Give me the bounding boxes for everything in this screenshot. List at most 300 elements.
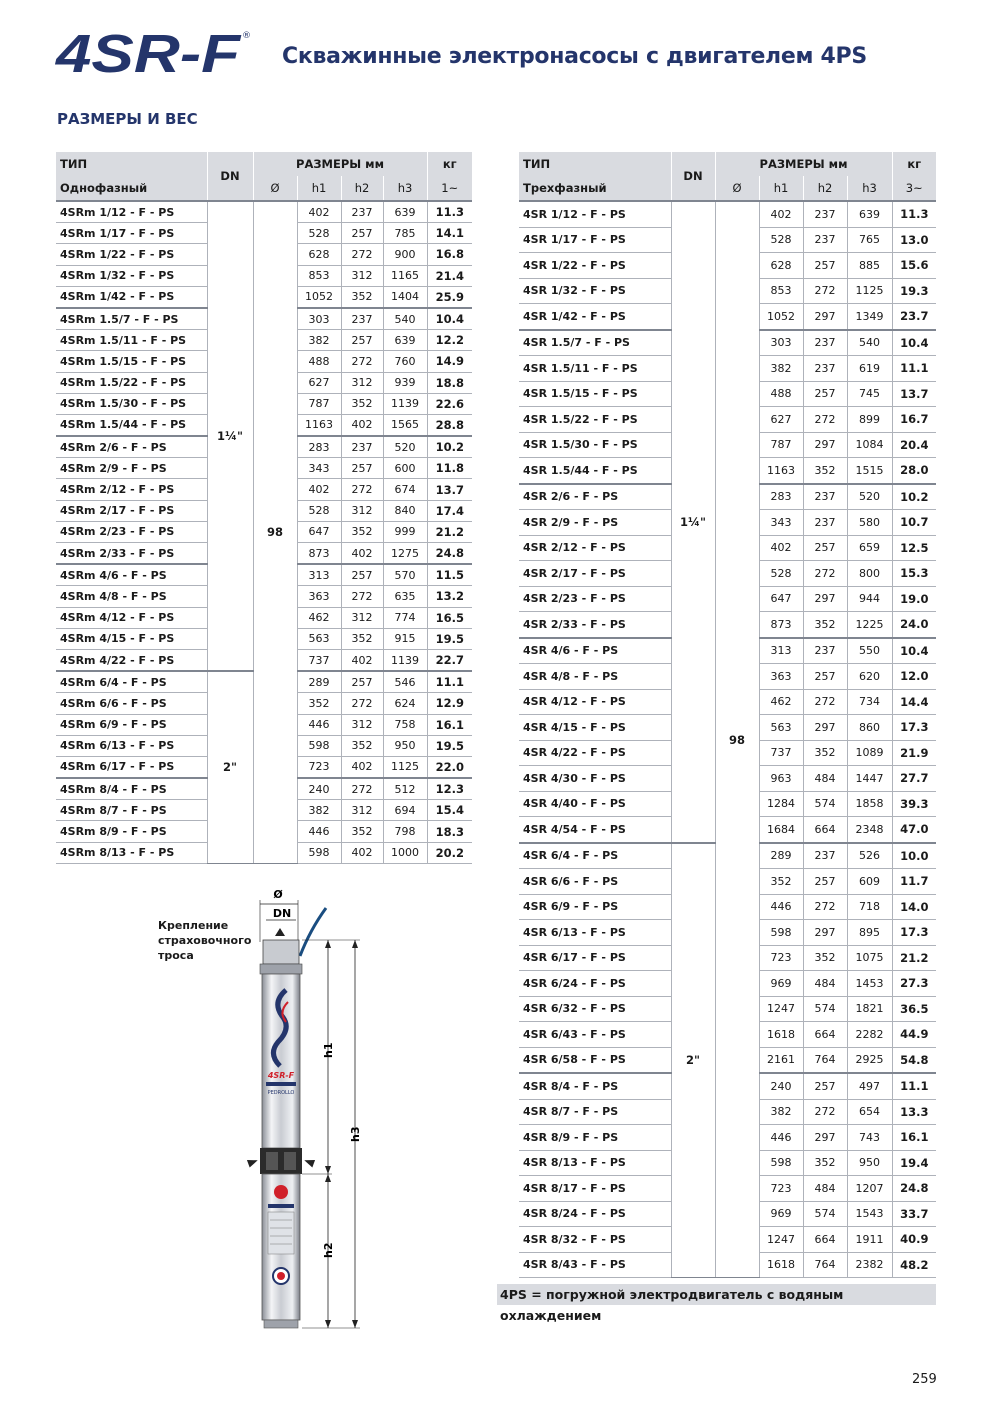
weight-cell: 33.7 bbox=[892, 1201, 936, 1227]
h2-cell: 402 bbox=[341, 649, 383, 671]
h2-cell: 664 bbox=[803, 1227, 847, 1253]
col-h2: h2 bbox=[803, 176, 847, 201]
model-cell: 4SRm 4/15 - F - PS bbox=[56, 628, 207, 649]
model-cell: 4SR 4/8 - F - PS bbox=[519, 664, 671, 690]
col-kg-phase: 1~ bbox=[427, 176, 472, 201]
h2-cell: 402 bbox=[341, 756, 383, 778]
h2-cell: 257 bbox=[341, 223, 383, 244]
h3-cell: 620 bbox=[847, 664, 892, 690]
model-cell: 4SR 4/15 - F - PS bbox=[519, 715, 671, 741]
h3-cell: 1447 bbox=[847, 766, 892, 792]
h2-cell: 574 bbox=[803, 791, 847, 817]
h1-cell: 853 bbox=[759, 278, 803, 304]
weight-cell: 10.0 bbox=[892, 843, 936, 869]
h2-cell: 237 bbox=[803, 227, 847, 253]
model-cell: 4SR 1.5/7 - F - PS bbox=[519, 330, 671, 356]
col-kg: кг bbox=[892, 152, 936, 176]
h3-cell: 2282 bbox=[847, 1022, 892, 1048]
weight-cell: 24.0 bbox=[892, 612, 936, 638]
model-cell: 4SRm 2/17 - F - PS bbox=[56, 500, 207, 521]
col-dn: DN bbox=[671, 152, 715, 201]
model-cell: 4SRm 2/9 - F - PS bbox=[56, 458, 207, 479]
h2-cell: 312 bbox=[341, 607, 383, 628]
h1-cell: 240 bbox=[759, 1073, 803, 1099]
h1-cell: 787 bbox=[759, 432, 803, 458]
h2-cell: 237 bbox=[803, 484, 847, 510]
h2-cell: 297 bbox=[803, 304, 847, 330]
model-cell: 4SRm 6/9 - F - PS bbox=[56, 714, 207, 735]
dn-cell: 2" bbox=[207, 671, 253, 863]
h3-cell: 619 bbox=[847, 356, 892, 382]
h2-cell: 484 bbox=[803, 766, 847, 792]
dn-cell: 2" bbox=[671, 843, 715, 1278]
h3-cell: 885 bbox=[847, 253, 892, 279]
h2-cell: 257 bbox=[803, 1073, 847, 1099]
h2-cell: 402 bbox=[341, 414, 383, 436]
h1-cell: 462 bbox=[759, 689, 803, 715]
h1-cell: 303 bbox=[297, 308, 341, 330]
page-number: 259 bbox=[912, 1372, 937, 1387]
h3-cell: 718 bbox=[847, 894, 892, 920]
h2-cell: 352 bbox=[341, 393, 383, 414]
col-type: ТИП bbox=[56, 152, 207, 176]
h2-cell: 312 bbox=[341, 714, 383, 735]
h1-cell: 787 bbox=[297, 393, 341, 414]
h2-cell: 352 bbox=[803, 612, 847, 638]
model-cell: 4SR 1.5/22 - F - PS bbox=[519, 407, 671, 433]
model-cell: 4SR 8/9 - F - PS bbox=[519, 1125, 671, 1151]
weight-cell: 16.7 bbox=[892, 407, 936, 433]
h1-cell: 488 bbox=[759, 381, 803, 407]
h2-cell: 352 bbox=[341, 521, 383, 542]
model-cell: 4SRm 1.5/7 - F - PS bbox=[56, 308, 207, 330]
h2-cell: 312 bbox=[341, 800, 383, 821]
model-cell: 4SR 1/42 - F - PS bbox=[519, 304, 671, 330]
h1-cell: 283 bbox=[297, 436, 341, 458]
weight-cell: 24.8 bbox=[427, 543, 472, 565]
h1-cell: 446 bbox=[297, 821, 341, 842]
model-cell: 4SRm 1.5/11 - F - PS bbox=[56, 330, 207, 351]
h1-cell: 1163 bbox=[759, 458, 803, 484]
h1-cell: 873 bbox=[759, 612, 803, 638]
h1-cell: 1052 bbox=[759, 304, 803, 330]
h2-cell: 664 bbox=[803, 817, 847, 843]
h3-cell: 899 bbox=[847, 407, 892, 433]
h3-cell: 570 bbox=[383, 564, 427, 586]
weight-cell: 22.0 bbox=[427, 756, 472, 778]
cable-attachment-label: Крепление страховочного троса bbox=[158, 919, 252, 962]
weight-cell: 19.3 bbox=[892, 278, 936, 304]
weight-cell: 12.5 bbox=[892, 535, 936, 561]
h3-cell: 915 bbox=[383, 628, 427, 649]
h1-cell: 363 bbox=[297, 586, 341, 607]
table-row bbox=[519, 201, 936, 227]
h2-cell: 257 bbox=[803, 381, 847, 407]
h3-cell: 860 bbox=[847, 715, 892, 741]
weight-cell: 21.2 bbox=[427, 521, 472, 542]
weight-cell: 13.0 bbox=[892, 227, 936, 253]
h2-cell: 237 bbox=[803, 510, 847, 536]
weight-cell: 11.5 bbox=[427, 564, 472, 586]
h1-cell: 723 bbox=[759, 1176, 803, 1202]
h3-cell: 1349 bbox=[847, 304, 892, 330]
h1-cell: 1247 bbox=[759, 996, 803, 1022]
model-cell: 4SR 6/32 - F - PS bbox=[519, 996, 671, 1022]
col-phase: Однофазный bbox=[56, 176, 207, 201]
weight-cell: 12.0 bbox=[892, 664, 936, 690]
model-cell: 4SRm 4/8 - F - PS bbox=[56, 586, 207, 607]
model-cell: 4SRm 1/17 - F - PS bbox=[56, 223, 207, 244]
h3-cell: 674 bbox=[383, 479, 427, 500]
h3-cell: 512 bbox=[383, 778, 427, 800]
h1-cell: 528 bbox=[759, 227, 803, 253]
h1-cell: 240 bbox=[297, 778, 341, 800]
h1-cell: 1163 bbox=[297, 414, 341, 436]
h2-cell: 272 bbox=[341, 586, 383, 607]
model-cell: 4SR 8/32 - F - PS bbox=[519, 1227, 671, 1253]
weight-cell: 11.3 bbox=[892, 201, 936, 227]
h3-cell: 540 bbox=[383, 308, 427, 330]
h3-cell: 1125 bbox=[383, 756, 427, 778]
h3-cell: 950 bbox=[847, 1150, 892, 1176]
three-phase-table-body bbox=[519, 201, 936, 1278]
h3-cell: 1404 bbox=[383, 286, 427, 308]
diameter-cell: 98 bbox=[253, 201, 297, 863]
h2-cell: 272 bbox=[341, 778, 383, 800]
h2-cell: 272 bbox=[341, 479, 383, 500]
model-cell: 4SR 4/22 - F - PS bbox=[519, 740, 671, 766]
weight-cell: 40.9 bbox=[892, 1227, 936, 1253]
pump-logo-text: 4SR-F bbox=[267, 1071, 295, 1080]
h2-cell: 352 bbox=[341, 821, 383, 842]
h1-cell: 647 bbox=[759, 586, 803, 612]
weight-cell: 54.8 bbox=[892, 1047, 936, 1073]
model-cell: 4SR 6/43 - F - PS bbox=[519, 1022, 671, 1048]
h1-cell: 352 bbox=[759, 869, 803, 895]
model-cell: 4SRm 1.5/22 - F - PS bbox=[56, 372, 207, 393]
h1-cell: 723 bbox=[759, 945, 803, 971]
h1-cell: 628 bbox=[759, 253, 803, 279]
h1-cell: 723 bbox=[297, 756, 341, 778]
h3-cell: 1225 bbox=[847, 612, 892, 638]
h3-cell: 659 bbox=[847, 535, 892, 561]
h2-cell: 272 bbox=[803, 1099, 847, 1125]
model-cell: 4SRm 8/13 - F - PS bbox=[56, 842, 207, 863]
h2-cell: 402 bbox=[341, 543, 383, 565]
h2-cell: 257 bbox=[341, 671, 383, 693]
weight-cell: 17.4 bbox=[427, 500, 472, 521]
weight-cell: 14.9 bbox=[427, 351, 472, 372]
weight-cell: 21.2 bbox=[892, 945, 936, 971]
brand-logo bbox=[54, 24, 254, 80]
h1-cell: 598 bbox=[759, 1150, 803, 1176]
h3-cell: 520 bbox=[383, 436, 427, 458]
weight-cell: 14.1 bbox=[427, 223, 472, 244]
col-type: ТИП bbox=[519, 152, 671, 176]
col-h2: h2 bbox=[341, 176, 383, 201]
h3-cell: 1543 bbox=[847, 1201, 892, 1227]
h3-cell: 774 bbox=[383, 607, 427, 628]
weight-cell: 13.7 bbox=[892, 381, 936, 407]
h3-cell: 895 bbox=[847, 920, 892, 946]
h2-cell: 764 bbox=[803, 1047, 847, 1073]
h3-cell: 900 bbox=[383, 244, 427, 265]
h1-cell: 352 bbox=[297, 693, 341, 714]
model-cell: 4SRm 4/6 - F - PS bbox=[56, 564, 207, 586]
h1-cell: 627 bbox=[297, 372, 341, 393]
weight-cell: 10.4 bbox=[892, 638, 936, 664]
model-cell: 4SR 6/6 - F - PS bbox=[519, 869, 671, 895]
h3-cell: 2925 bbox=[847, 1047, 892, 1073]
h1-cell: 969 bbox=[759, 971, 803, 997]
h1-cell: 1052 bbox=[297, 286, 341, 308]
dn-cell: 1¼" bbox=[207, 201, 253, 671]
weight-cell: 22.6 bbox=[427, 393, 472, 414]
model-cell: 4SR 2/33 - F - PS bbox=[519, 612, 671, 638]
h2-cell: 272 bbox=[803, 407, 847, 433]
h2-cell: 237 bbox=[803, 201, 847, 227]
h3-cell: 758 bbox=[383, 714, 427, 735]
weight-cell: 11.1 bbox=[892, 1073, 936, 1099]
h3-cell: 1565 bbox=[383, 414, 427, 436]
model-cell: 4SR 8/24 - F - PS bbox=[519, 1201, 671, 1227]
h3-cell: 1139 bbox=[383, 649, 427, 671]
single-phase-table bbox=[56, 152, 472, 864]
h2-cell: 257 bbox=[803, 535, 847, 561]
h1-cell: 2161 bbox=[759, 1047, 803, 1073]
h2-cell: 272 bbox=[803, 278, 847, 304]
model-cell: 4SRm 1.5/15 - F - PS bbox=[56, 351, 207, 372]
weight-cell: 16.1 bbox=[427, 714, 472, 735]
h2-cell: 352 bbox=[341, 735, 383, 756]
pump-brand-text: PEDROLLO bbox=[267, 1090, 295, 1096]
weight-cell: 13.3 bbox=[892, 1099, 936, 1125]
h1-cell: 1618 bbox=[759, 1022, 803, 1048]
model-cell: 4SR 6/58 - F - PS bbox=[519, 1047, 671, 1073]
diameter-label: Ø bbox=[273, 888, 283, 901]
h3-cell: 745 bbox=[847, 381, 892, 407]
col-kg: кг bbox=[427, 152, 472, 176]
model-cell: 4SRm 1/22 - F - PS bbox=[56, 244, 207, 265]
h2-cell: 237 bbox=[803, 356, 847, 382]
h1-cell: 343 bbox=[297, 458, 341, 479]
h3-cell: 1821 bbox=[847, 996, 892, 1022]
h3-cell: 1075 bbox=[847, 945, 892, 971]
weight-cell: 10.2 bbox=[892, 484, 936, 510]
h2-cell: 272 bbox=[803, 894, 847, 920]
h2-cell: 257 bbox=[803, 869, 847, 895]
h1-cell: 963 bbox=[759, 766, 803, 792]
h3-cell: 540 bbox=[847, 330, 892, 356]
h1-cell: 528 bbox=[297, 223, 341, 244]
model-cell: 4SR 2/17 - F - PS bbox=[519, 561, 671, 587]
model-cell: 4SRm 1/42 - F - PS bbox=[56, 286, 207, 308]
h2-cell: 272 bbox=[341, 351, 383, 372]
model-cell: 4SR 8/13 - F - PS bbox=[519, 1150, 671, 1176]
h2-cell: 352 bbox=[341, 628, 383, 649]
h2-cell: 257 bbox=[341, 330, 383, 351]
h3-cell: 1165 bbox=[383, 265, 427, 286]
weight-cell: 12.9 bbox=[427, 693, 472, 714]
model-cell: 4SR 1/32 - F - PS bbox=[519, 278, 671, 304]
h1-label: h1 bbox=[322, 1042, 335, 1058]
h3-cell: 1125 bbox=[847, 278, 892, 304]
h1-cell: 737 bbox=[297, 649, 341, 671]
weight-cell: 15.6 bbox=[892, 253, 936, 279]
diameter-cell: 98 bbox=[715, 201, 759, 1278]
h3-cell: 497 bbox=[847, 1073, 892, 1099]
col-diameter: Ø bbox=[715, 176, 759, 201]
col-dimensions: РАЗМЕРЫ мм bbox=[253, 152, 427, 176]
col-h1: h1 bbox=[759, 176, 803, 201]
weight-cell: 12.3 bbox=[427, 778, 472, 800]
weight-cell: 21.4 bbox=[427, 265, 472, 286]
weight-cell: 48.2 bbox=[892, 1252, 936, 1278]
h1-cell: 382 bbox=[297, 800, 341, 821]
model-cell: 4SR 4/40 - F - PS bbox=[519, 791, 671, 817]
h1-cell: 382 bbox=[759, 356, 803, 382]
model-cell: 4SR 2/23 - F - PS bbox=[519, 586, 671, 612]
h1-cell: 628 bbox=[297, 244, 341, 265]
h1-cell: 1684 bbox=[759, 817, 803, 843]
h3-cell: 1911 bbox=[847, 1227, 892, 1253]
model-cell: 4SR 6/9 - F - PS bbox=[519, 894, 671, 920]
h1-cell: 598 bbox=[759, 920, 803, 946]
h3-cell: 734 bbox=[847, 689, 892, 715]
weight-cell: 20.4 bbox=[892, 432, 936, 458]
h2-cell: 402 bbox=[341, 842, 383, 863]
weight-cell: 11.1 bbox=[427, 671, 472, 693]
h1-cell: 303 bbox=[759, 330, 803, 356]
page-title: Скважинные электронасосы с двигателем 4PS bbox=[282, 44, 867, 69]
model-cell: 4SRm 4/12 - F - PS bbox=[56, 607, 207, 628]
h3-cell: 600 bbox=[383, 458, 427, 479]
h1-cell: 969 bbox=[759, 1201, 803, 1227]
h2-cell: 297 bbox=[803, 586, 847, 612]
weight-cell: 17.3 bbox=[892, 715, 936, 741]
dn-cell: 1¼" bbox=[671, 201, 715, 843]
weight-cell: 14.4 bbox=[892, 689, 936, 715]
h2-cell: 574 bbox=[803, 996, 847, 1022]
weight-cell: 18.3 bbox=[427, 821, 472, 842]
section-title: РАЗМЕРЫ И ВЕС bbox=[57, 110, 198, 128]
h2-cell: 257 bbox=[803, 253, 847, 279]
h3-cell: 639 bbox=[383, 201, 427, 223]
dn-label: DN bbox=[272, 907, 292, 920]
weight-cell: 16.1 bbox=[892, 1125, 936, 1151]
h3-cell: 743 bbox=[847, 1125, 892, 1151]
h1-cell: 402 bbox=[759, 535, 803, 561]
model-cell: 4SR 6/17 - F - PS bbox=[519, 945, 671, 971]
model-cell: 4SR 2/6 - F - PS bbox=[519, 484, 671, 510]
h1-cell: 627 bbox=[759, 407, 803, 433]
model-cell: 4SRm 2/23 - F - PS bbox=[56, 521, 207, 542]
table-row bbox=[56, 201, 472, 223]
h2-cell: 257 bbox=[341, 564, 383, 586]
h1-cell: 446 bbox=[759, 894, 803, 920]
model-cell: 4SRm 1.5/30 - F - PS bbox=[56, 393, 207, 414]
h3-cell: 2348 bbox=[847, 817, 892, 843]
h3-cell: 944 bbox=[847, 586, 892, 612]
h1-cell: 1247 bbox=[759, 1227, 803, 1253]
col-h1: h1 bbox=[297, 176, 341, 201]
h2-cell: 352 bbox=[341, 286, 383, 308]
h3-cell: 639 bbox=[847, 201, 892, 227]
col-kg-phase: 3~ bbox=[892, 176, 936, 201]
h1-cell: 313 bbox=[759, 638, 803, 664]
model-cell: 4SR 4/12 - F - PS bbox=[519, 689, 671, 715]
h3-cell: 1275 bbox=[383, 543, 427, 565]
h1-cell: 382 bbox=[297, 330, 341, 351]
weight-cell: 20.2 bbox=[427, 842, 472, 863]
h3-cell: 526 bbox=[847, 843, 892, 869]
h3-cell: 760 bbox=[383, 351, 427, 372]
model-cell: 4SR 2/9 - F - PS bbox=[519, 510, 671, 536]
h1-cell: 402 bbox=[759, 201, 803, 227]
h2-cell: 352 bbox=[803, 945, 847, 971]
h2-cell: 352 bbox=[803, 1150, 847, 1176]
h2-cell: 312 bbox=[341, 265, 383, 286]
h1-cell: 402 bbox=[297, 479, 341, 500]
h2-cell: 312 bbox=[341, 500, 383, 521]
model-cell: 4SR 2/12 - F - PS bbox=[519, 535, 671, 561]
model-cell: 4SR 6/24 - F - PS bbox=[519, 971, 671, 997]
weight-cell: 27.7 bbox=[892, 766, 936, 792]
h2-cell: 272 bbox=[341, 693, 383, 714]
h1-cell: 563 bbox=[759, 715, 803, 741]
model-cell: 4SR 1/22 - F - PS bbox=[519, 253, 671, 279]
h1-cell: 289 bbox=[759, 843, 803, 869]
h2-cell: 257 bbox=[341, 458, 383, 479]
model-cell: 4SRm 2/12 - F - PS bbox=[56, 479, 207, 500]
h1-cell: 446 bbox=[297, 714, 341, 735]
three-phase-table bbox=[519, 152, 936, 1278]
model-cell: 4SRm 8/7 - F - PS bbox=[56, 800, 207, 821]
h3-cell: 694 bbox=[383, 800, 427, 821]
h2-cell: 312 bbox=[341, 372, 383, 393]
h3-cell: 635 bbox=[383, 586, 427, 607]
model-cell: 4SR 4/30 - F - PS bbox=[519, 766, 671, 792]
model-cell: 4SR 1.5/44 - F - PS bbox=[519, 458, 671, 484]
weight-cell: 23.7 bbox=[892, 304, 936, 330]
col-dn: DN bbox=[207, 152, 253, 201]
h3-cell: 1139 bbox=[383, 393, 427, 414]
h2-cell: 764 bbox=[803, 1252, 847, 1278]
model-cell: 4SR 1/17 - F - PS bbox=[519, 227, 671, 253]
weight-cell: 22.7 bbox=[427, 649, 472, 671]
weight-cell: 11.8 bbox=[427, 458, 472, 479]
h2-cell: 297 bbox=[803, 1125, 847, 1151]
h3-cell: 840 bbox=[383, 500, 427, 521]
model-cell: 4SR 8/43 - F - PS bbox=[519, 1252, 671, 1278]
weight-cell: 27.3 bbox=[892, 971, 936, 997]
h1-cell: 488 bbox=[297, 351, 341, 372]
weight-cell: 18.8 bbox=[427, 372, 472, 393]
h3-cell: 1000 bbox=[383, 842, 427, 863]
model-cell: 4SR 1/12 - F - PS bbox=[519, 201, 671, 227]
h3-cell: 950 bbox=[383, 735, 427, 756]
h2-cell: 352 bbox=[803, 740, 847, 766]
h1-cell: 647 bbox=[297, 521, 341, 542]
h3-cell: 939 bbox=[383, 372, 427, 393]
model-cell: 4SRm 6/13 - F - PS bbox=[56, 735, 207, 756]
model-cell: 4SR 1.5/15 - F - PS bbox=[519, 381, 671, 407]
h3-label: h3 bbox=[349, 1126, 362, 1142]
h3-cell: 550 bbox=[847, 638, 892, 664]
model-cell: 4SRm 1.5/44 - F - PS bbox=[56, 414, 207, 436]
weight-cell: 10.4 bbox=[427, 308, 472, 330]
h1-cell: 598 bbox=[297, 735, 341, 756]
